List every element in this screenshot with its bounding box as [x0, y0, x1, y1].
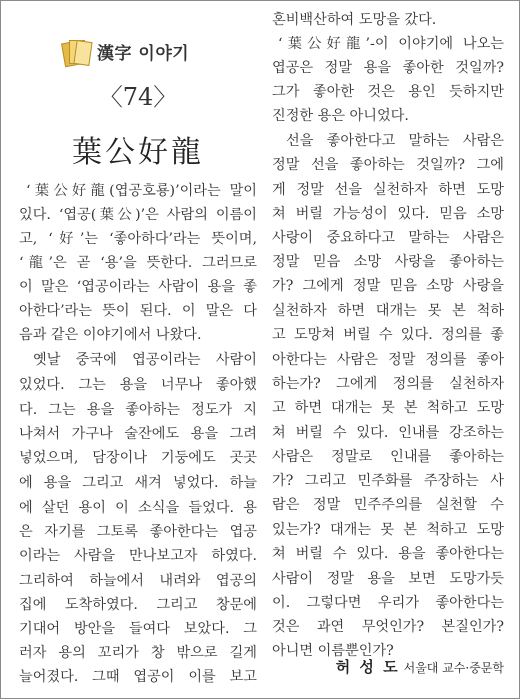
left-line: 다. 그는 용을 좋아하는 정도가 지: [19, 402, 257, 418]
right-column: [272, 1, 504, 700]
left-line: 있었다. 그는 용을 너무나 좋아했: [19, 377, 257, 393]
left-line: 그리하여 하늘에서 내려와 엽공의: [19, 573, 257, 589]
right-line: 것은 과연 무엇인가? 본질인가?: [272, 619, 504, 635]
author-name: 허 성 도: [335, 658, 400, 676]
right-line: 게 정말 선을 실천하자 하면 도망: [272, 182, 504, 198]
right-line: 쳐 버릴 수 있다. 인내를 강조하는: [272, 425, 504, 441]
article-title: 葉公好龍: [72, 135, 204, 170]
issue-number: 〈74〉: [98, 83, 178, 111]
right-line: 정말 선을 좋아하는 것일까? 그에: [272, 157, 504, 173]
right-line: 있는가? 대개는 못 본 척하고 도망: [272, 522, 504, 538]
right-line: 사람은 정말로 인내를 좋아하는: [272, 449, 504, 465]
right-line: 진정한 용은 아니었다.: [272, 108, 409, 124]
left-line: 러자 용의 꼬리가 창 밖으로 길게: [19, 645, 257, 661]
right-line: 이. 그렇다면 우리가 좋아한다는: [272, 595, 504, 611]
author-affiliation: 서울대 교수·중문학: [403, 661, 504, 675]
left-line: 늘어졌다. 그때 엽공이 이를 보고: [19, 669, 257, 685]
left-line: 에 살던 용이 이 소식을 들었다. 용: [19, 500, 257, 516]
right-line: 사랑이 중요하다고 말하는 사람은: [272, 230, 504, 246]
right-line: 선을 좋아한다고 말하는 사람은: [286, 133, 504, 149]
right-line: 사람이 정말 용을 보면 도망가듯: [272, 571, 504, 587]
right-line: 람은 정말 민주주의를 실천할 수: [272, 497, 504, 513]
right-line: 아한다는 사람은 정말 정의를 좋아: [272, 352, 504, 368]
right-line: 아니면 이름뿐인가?: [272, 643, 394, 659]
left-line: 아한다’라는 뜻이 된다. 이 말은 다: [19, 303, 257, 319]
left-line: 음과 같은 이야기에서 나왔다.: [19, 327, 202, 343]
hanja-book-icon: [63, 37, 89, 65]
right-line: 쳐 버릴 수 있다. 용을 좋아한다는: [272, 546, 504, 562]
left-line: 기대어 방안을 들여다 보았다. 그: [19, 621, 257, 637]
left-line: 에 용을 그리고 새겨 넣었다. 하늘: [19, 475, 257, 491]
right-line: 고 하면 대개는 못 본 척하고 도망: [272, 400, 504, 416]
column-header: [63, 36, 189, 66]
right-line: 엽공은 정말 용을 좋아한 것일까?: [272, 60, 504, 76]
column-name: 漢字 이야기: [97, 43, 190, 64]
left-line: 나쳐서 가구나 술잔에도 용을 그려: [19, 426, 257, 442]
left-line: 은 자기를 그토록 좋아한다는 엽공: [19, 524, 257, 540]
right-line: ‘葉公好龍’-이 이야기에 나오는: [278, 36, 504, 52]
right-line: 가? 그리고 민주화를 주장하는 사: [272, 473, 504, 489]
right-line: 그가 좋아한 것은 용인 듯하지만: [272, 84, 504, 100]
right-line: 고 도망쳐 버릴 수 있다. 정의를 좋: [272, 327, 504, 343]
right-line: 쳐 버릴 가능성이 있다. 믿음 소망: [272, 206, 504, 222]
left-line: 이 말은 ‘엽공이라는 사람이 용을 좋: [19, 279, 257, 295]
left-column: [19, 1, 257, 700]
left-line: ‘葉公好龍(엽공호룡)’이라는 말이: [26, 183, 257, 199]
right-line: 정말 믿음 소망 사랑을 좋아하는: [272, 254, 504, 270]
left-line: 집에 도착하였다. 그리고 창문에: [19, 597, 257, 613]
author-signature: [272, 656, 504, 678]
left-line: 있다. ‘엽공(葉公)’은 사람의 이름이: [19, 207, 257, 223]
left-line: ‘龍’은 곧 ‘용’을 뜻한다. 그러므로: [19, 255, 257, 271]
left-line: 고, ‘好’는 ‘좋아하다’라는 뜻이며,: [19, 231, 257, 247]
right-line: 하는가? 그에게 정의를 실천하자: [272, 376, 504, 392]
right-line: 혼비백산하여 도망을 갔다.: [272, 12, 437, 28]
left-line: 넣었으며, 담장이나 기둥에도 곳곳: [19, 450, 257, 466]
right-line: 가? 그에게 정말 믿음 소망 사랑을: [272, 278, 504, 294]
left-line: 옛날 중국에 엽공이라는 사람이: [33, 352, 257, 368]
right-line: 실천하자 하면 대개는 못 본 척하: [272, 303, 504, 319]
left-line: 이라는 사람을 만나보고자 하였다.: [19, 548, 257, 564]
